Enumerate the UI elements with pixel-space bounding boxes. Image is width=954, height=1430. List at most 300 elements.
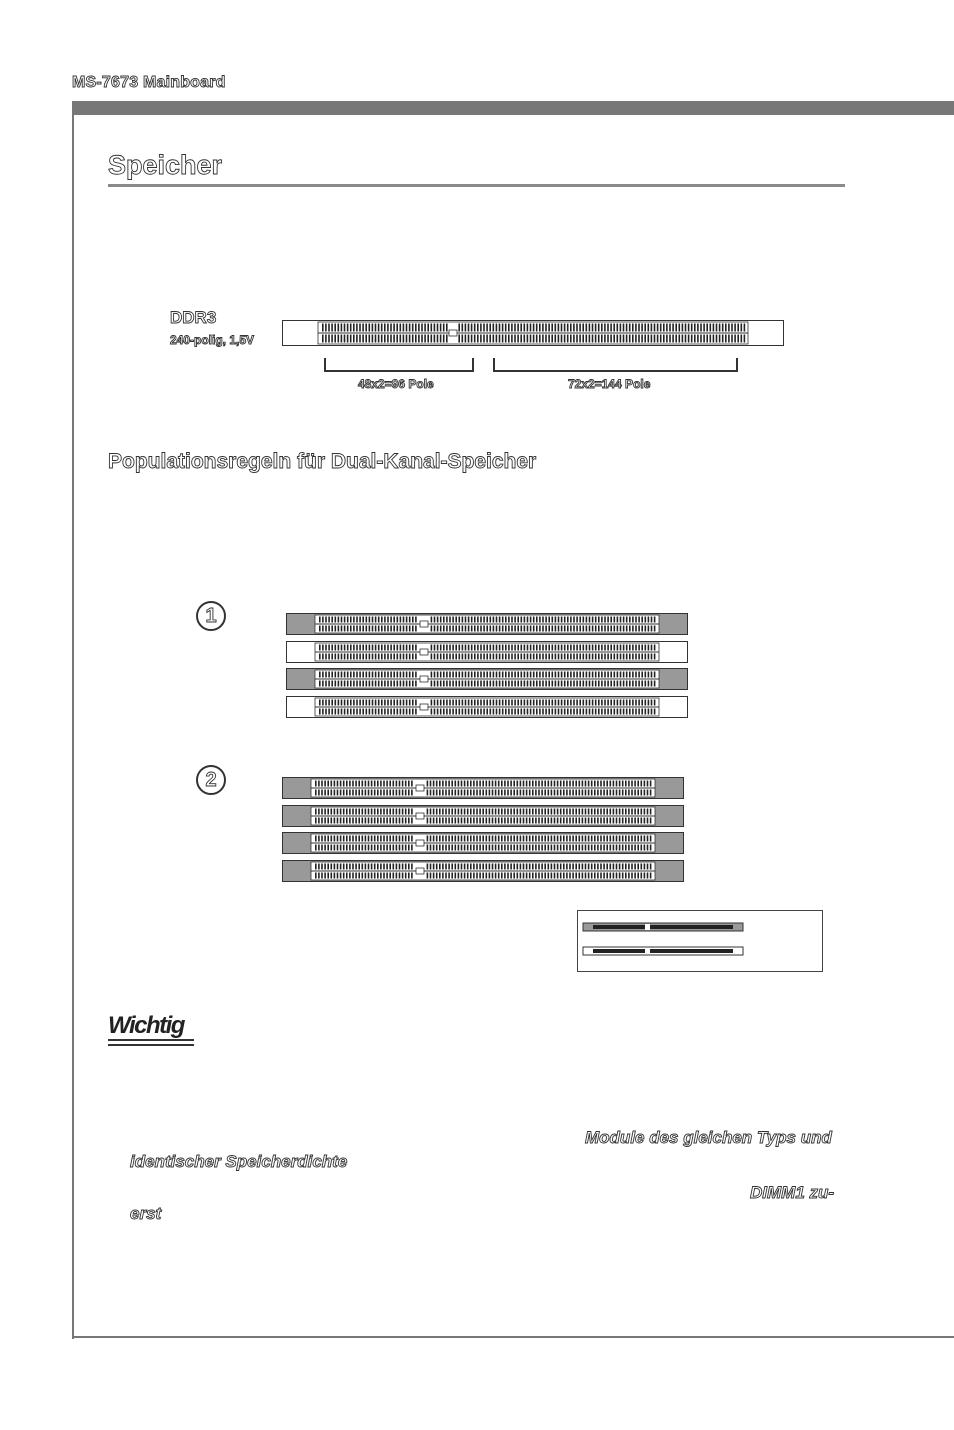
slot-pin — [406, 654, 408, 660]
slot-pin — [527, 709, 529, 715]
slot-pin — [505, 709, 507, 715]
slot-pin — [321, 818, 323, 824]
slot-pin — [445, 781, 447, 787]
ddr3-module-diagram — [282, 320, 784, 346]
slot-pin — [613, 873, 615, 879]
slot-pin — [402, 809, 404, 815]
slot-pin — [318, 873, 320, 879]
slot-pin — [439, 781, 441, 787]
slot-pin — [384, 645, 386, 651]
slot-pin — [614, 700, 616, 706]
slot-pin — [344, 681, 346, 687]
slot-pin — [371, 845, 373, 851]
slot-pin — [437, 709, 439, 715]
slot-pin — [632, 709, 634, 715]
slot-pin — [409, 672, 411, 678]
section-title-underline — [108, 184, 845, 187]
slot-pin — [650, 818, 652, 824]
slot-pin — [403, 645, 405, 651]
slot-pin — [626, 709, 628, 715]
slot-pin — [434, 626, 436, 632]
slot-pin — [403, 617, 405, 623]
slot-pin — [446, 626, 448, 632]
slot-pin — [433, 809, 435, 815]
slot-pin — [541, 864, 543, 870]
slot-pin — [442, 818, 444, 824]
slot-pin — [383, 809, 385, 815]
slot-pin — [325, 672, 327, 678]
slot-pin — [349, 864, 351, 870]
slot-pin — [628, 864, 630, 870]
slot-pin — [322, 672, 324, 678]
slot-pin — [517, 645, 519, 651]
slot-pin — [616, 790, 618, 796]
slot-pin — [465, 700, 467, 706]
slot-pin — [604, 324, 606, 332]
slot-pin — [369, 700, 371, 706]
slot-pin — [359, 700, 361, 706]
slot-pin — [583, 672, 585, 678]
slot-pin — [380, 864, 382, 870]
slot-key — [416, 840, 424, 846]
slot-pin — [337, 845, 339, 851]
slot-pin — [387, 617, 389, 623]
slot-pin — [507, 818, 509, 824]
slot-pin — [631, 873, 633, 879]
slot-pin — [468, 626, 470, 632]
slot-pin — [477, 645, 479, 651]
slot-pin — [462, 324, 464, 332]
slot-pin — [495, 873, 497, 879]
slot-pin — [617, 324, 619, 332]
slot-pin — [480, 654, 482, 660]
slot-pin — [470, 873, 472, 879]
slot-pin — [397, 700, 399, 706]
left-margin-rule — [72, 101, 74, 1339]
slot-pin — [358, 873, 360, 879]
slot-pin — [511, 645, 513, 651]
slot-pin — [368, 809, 370, 815]
slot-pin — [579, 836, 581, 842]
slot-pin — [548, 700, 550, 706]
slot-pin — [504, 864, 506, 870]
slot-pin — [427, 809, 429, 815]
slot-pin — [622, 864, 624, 870]
slot-pin — [585, 845, 587, 851]
slot-pin — [521, 645, 523, 651]
slot-pin — [393, 818, 395, 824]
slot-pin — [631, 818, 633, 824]
slot-pin — [619, 836, 621, 842]
slot-pin — [366, 654, 368, 660]
slot-pin — [601, 617, 603, 623]
slot-pin — [521, 654, 523, 660]
slot-pin — [585, 809, 587, 815]
slot-pin — [529, 790, 531, 796]
slot-pin — [583, 709, 585, 715]
slot-pin — [368, 818, 370, 824]
slot-pin — [541, 873, 543, 879]
slot-pin — [672, 335, 674, 343]
slot-pin — [504, 818, 506, 824]
slot-pin — [510, 845, 512, 851]
slot-pin — [446, 654, 448, 660]
slot-pin — [514, 709, 516, 715]
slot-pin — [544, 790, 546, 796]
slot-pin — [517, 654, 519, 660]
slot-pin — [459, 681, 461, 687]
slot-pin — [431, 324, 433, 332]
slot-pin — [390, 709, 392, 715]
slot-pin — [570, 335, 572, 343]
slot-pin — [399, 873, 401, 879]
slot-pin — [514, 324, 516, 332]
slot-pin — [384, 709, 386, 715]
slot-pin — [597, 873, 599, 879]
slot-pin — [378, 709, 380, 715]
slot-pin — [396, 818, 398, 824]
slot-pin — [545, 681, 547, 687]
slot-pin — [597, 864, 599, 870]
slot-pin — [437, 672, 439, 678]
slot-pin — [603, 809, 605, 815]
slot-pin — [393, 654, 395, 660]
slot-pin — [526, 818, 528, 824]
slot-pin — [561, 324, 563, 332]
slot-pin — [375, 654, 377, 660]
slot-pin — [619, 809, 621, 815]
slot-pin — [415, 672, 417, 678]
slot-pin — [622, 818, 624, 824]
slot-pin — [324, 809, 326, 815]
slot-pin — [480, 681, 482, 687]
slot-pin — [449, 626, 451, 632]
slot-pin — [343, 845, 345, 851]
slot-pin — [505, 700, 507, 706]
slot-pin — [436, 864, 438, 870]
slot-pin — [666, 324, 668, 332]
slot-pin — [648, 626, 650, 632]
slot-pin — [592, 324, 594, 332]
slot-pin — [431, 335, 433, 343]
slot-pin — [344, 626, 346, 632]
slot-pin — [384, 617, 386, 623]
slot-pin — [359, 626, 361, 632]
slot-pin — [334, 873, 336, 879]
slot-pin — [378, 626, 380, 632]
slot-pin — [467, 845, 469, 851]
slot-pin — [331, 709, 333, 715]
slot-pin — [462, 681, 464, 687]
slot-pin — [442, 873, 444, 879]
slot-pin — [561, 626, 563, 632]
slot-pin — [318, 845, 320, 851]
slot-pin — [337, 836, 339, 842]
slot-pin — [610, 809, 612, 815]
slot-pin — [617, 672, 619, 678]
slot-pin — [344, 324, 346, 332]
slot-pin — [358, 781, 360, 787]
slot-pin — [641, 809, 643, 815]
slot-pin — [591, 809, 593, 815]
slot-pin — [569, 836, 571, 842]
slot-pin — [389, 781, 391, 787]
slot-pin — [501, 873, 503, 879]
slot-pin — [594, 809, 596, 815]
slot-pin — [327, 781, 329, 787]
slot-pin — [452, 672, 454, 678]
slot-pin — [561, 645, 563, 651]
slot-pin — [349, 845, 351, 851]
slot-pin — [514, 626, 516, 632]
slot-pin — [582, 836, 584, 842]
slot-pin — [335, 654, 337, 660]
slot-pin — [406, 335, 408, 343]
slot-pin — [468, 681, 470, 687]
slot-pin — [449, 700, 451, 706]
slot-pin — [473, 864, 475, 870]
slot-pin — [632, 700, 634, 706]
slot-pin — [433, 790, 435, 796]
slot-pin — [641, 818, 643, 824]
slot-pin — [476, 818, 478, 824]
slot-pin — [510, 836, 512, 842]
slot-pin — [597, 845, 599, 851]
slot-pin — [551, 845, 553, 851]
slot-pin — [579, 672, 581, 678]
slot-pin — [483, 324, 485, 332]
slot-pin — [434, 709, 436, 715]
slot-pin — [722, 324, 724, 332]
slot-pin — [380, 818, 382, 824]
slot-pin — [542, 626, 544, 632]
slot-pin — [579, 335, 581, 343]
slot-pin — [347, 645, 349, 651]
slot-pin — [350, 645, 352, 651]
slot-pin — [374, 873, 376, 879]
slot-pin — [691, 335, 693, 343]
slot-pin — [573, 626, 575, 632]
slot-pin — [427, 790, 429, 796]
slot-pin — [362, 654, 364, 660]
slot-pin — [579, 790, 581, 796]
slot-pin — [545, 654, 547, 660]
slot-pin — [393, 672, 395, 678]
slot-pin — [328, 672, 330, 678]
slot-pin — [421, 324, 423, 332]
slot-pin — [532, 809, 534, 815]
slot-pin — [462, 617, 464, 623]
slot-pin — [598, 626, 600, 632]
slot-pin — [648, 672, 650, 678]
slot-pin — [570, 709, 572, 715]
slot-pin — [521, 626, 523, 632]
slot-pin — [548, 617, 550, 623]
slot-pin — [486, 645, 488, 651]
slot-pin — [557, 873, 559, 879]
slot-pin — [533, 335, 535, 343]
slot-pin — [474, 617, 476, 623]
slot-pin — [473, 845, 475, 851]
slot-pin — [591, 790, 593, 796]
slot-pin — [647, 781, 649, 787]
slot-pin — [353, 335, 355, 343]
slot-pin — [614, 654, 616, 660]
slot-pin — [443, 709, 445, 715]
slot-pin — [496, 681, 498, 687]
slot-pin — [637, 809, 639, 815]
slot-pin — [613, 335, 615, 343]
slot-pin — [595, 700, 597, 706]
slot-pin — [412, 617, 414, 623]
slot-pin — [601, 681, 603, 687]
slot-pin — [396, 864, 398, 870]
slot-pin — [548, 645, 550, 651]
slot-pin — [579, 809, 581, 815]
slot-pin — [635, 617, 637, 623]
slot-pin — [477, 335, 479, 343]
slot-pin — [389, 809, 391, 815]
slot-pin — [626, 700, 628, 706]
slot-pin — [734, 324, 736, 332]
slot-pin — [685, 335, 687, 343]
slot-pin — [517, 700, 519, 706]
slot-pin — [355, 836, 357, 842]
slot-pin — [623, 626, 625, 632]
slot-pin — [513, 809, 515, 815]
slot-pin — [405, 873, 407, 879]
slot-pin — [586, 335, 588, 343]
slot-pin — [445, 790, 447, 796]
slot-pin — [619, 818, 621, 824]
slot-pin — [489, 836, 491, 842]
slot-pin — [359, 617, 361, 623]
slot-pin — [634, 781, 636, 787]
slot-pin — [582, 324, 584, 332]
slot-pin — [468, 672, 470, 678]
slot-pin — [430, 809, 432, 815]
slot-pin — [486, 790, 488, 796]
step1-slot-2 — [286, 641, 688, 663]
slot-pin — [647, 864, 649, 870]
slot-pin — [446, 617, 448, 623]
slot-pin — [375, 335, 377, 343]
slot-pin — [634, 790, 636, 796]
slot-pin — [644, 809, 646, 815]
slot-pin — [318, 864, 320, 870]
slot-pin — [343, 836, 345, 842]
slot-pin — [408, 864, 410, 870]
slot-pin — [610, 681, 612, 687]
slot-pin — [465, 672, 467, 678]
slot-pin — [344, 645, 346, 651]
slot-pin — [486, 654, 488, 660]
slot-pin — [508, 645, 510, 651]
slot-pin — [526, 864, 528, 870]
slot-pin — [517, 781, 519, 787]
slot-pin — [352, 845, 354, 851]
slot-pin — [489, 818, 491, 824]
slot-pin — [496, 645, 498, 651]
slot-pin — [374, 790, 376, 796]
slot-pin — [610, 864, 612, 870]
slot-pin — [455, 709, 457, 715]
slot-pin — [560, 790, 562, 796]
slot-pin — [468, 709, 470, 715]
slot-pin — [524, 335, 526, 343]
slot-pin — [390, 681, 392, 687]
slot-pin — [637, 781, 639, 787]
slot-pin — [579, 324, 581, 332]
slot-pin — [650, 781, 652, 787]
slot-pin — [409, 645, 411, 651]
slot-pin — [346, 873, 348, 879]
slot-pin — [471, 709, 473, 715]
slot-pin — [606, 790, 608, 796]
slot-pin — [505, 617, 507, 623]
slot-pin — [499, 626, 501, 632]
slot-pin — [604, 681, 606, 687]
slot-pin — [369, 681, 371, 687]
slot-pin — [622, 781, 624, 787]
slot-pin — [440, 672, 442, 678]
slot-pin — [464, 790, 466, 796]
slot-pin — [477, 626, 479, 632]
slot-pin — [586, 324, 588, 332]
slot-pin — [471, 654, 473, 660]
slot-pin — [331, 672, 333, 678]
slot-pin — [632, 681, 634, 687]
slot-pin — [362, 873, 364, 879]
slot-pin — [505, 681, 507, 687]
legend-box — [577, 910, 823, 972]
slot-pin — [350, 700, 352, 706]
slot-pin — [557, 790, 559, 796]
slot-pin — [386, 873, 388, 879]
slot-pin — [603, 781, 605, 787]
slot-pin — [632, 617, 634, 623]
slot-pin — [319, 700, 321, 706]
slot-pin — [536, 335, 538, 343]
slot-pin — [473, 836, 475, 842]
slot-pin — [511, 681, 513, 687]
slot-pin — [430, 873, 432, 879]
slot-pin — [465, 626, 467, 632]
slot-pin — [524, 626, 526, 632]
slot-pin — [365, 335, 367, 343]
slot-pin — [625, 836, 627, 842]
slot-pin — [381, 324, 383, 332]
slot-pin — [572, 818, 574, 824]
slot-pin — [619, 873, 621, 879]
slot-pin — [663, 324, 665, 332]
slot-pin — [356, 709, 358, 715]
slot-pin — [533, 617, 535, 623]
slot-pin — [340, 818, 342, 824]
slot-pin — [331, 845, 333, 851]
slot-pin — [387, 324, 389, 332]
slot-pin — [544, 845, 546, 851]
slot-pin — [427, 836, 429, 842]
slot-pin — [325, 709, 327, 715]
slot-pin — [462, 709, 464, 715]
slot-pin — [437, 617, 439, 623]
slot-pin — [716, 335, 718, 343]
slot-pin — [688, 335, 690, 343]
slot-pin — [449, 709, 451, 715]
slot-pin — [617, 335, 619, 343]
slot-pin — [389, 836, 391, 842]
